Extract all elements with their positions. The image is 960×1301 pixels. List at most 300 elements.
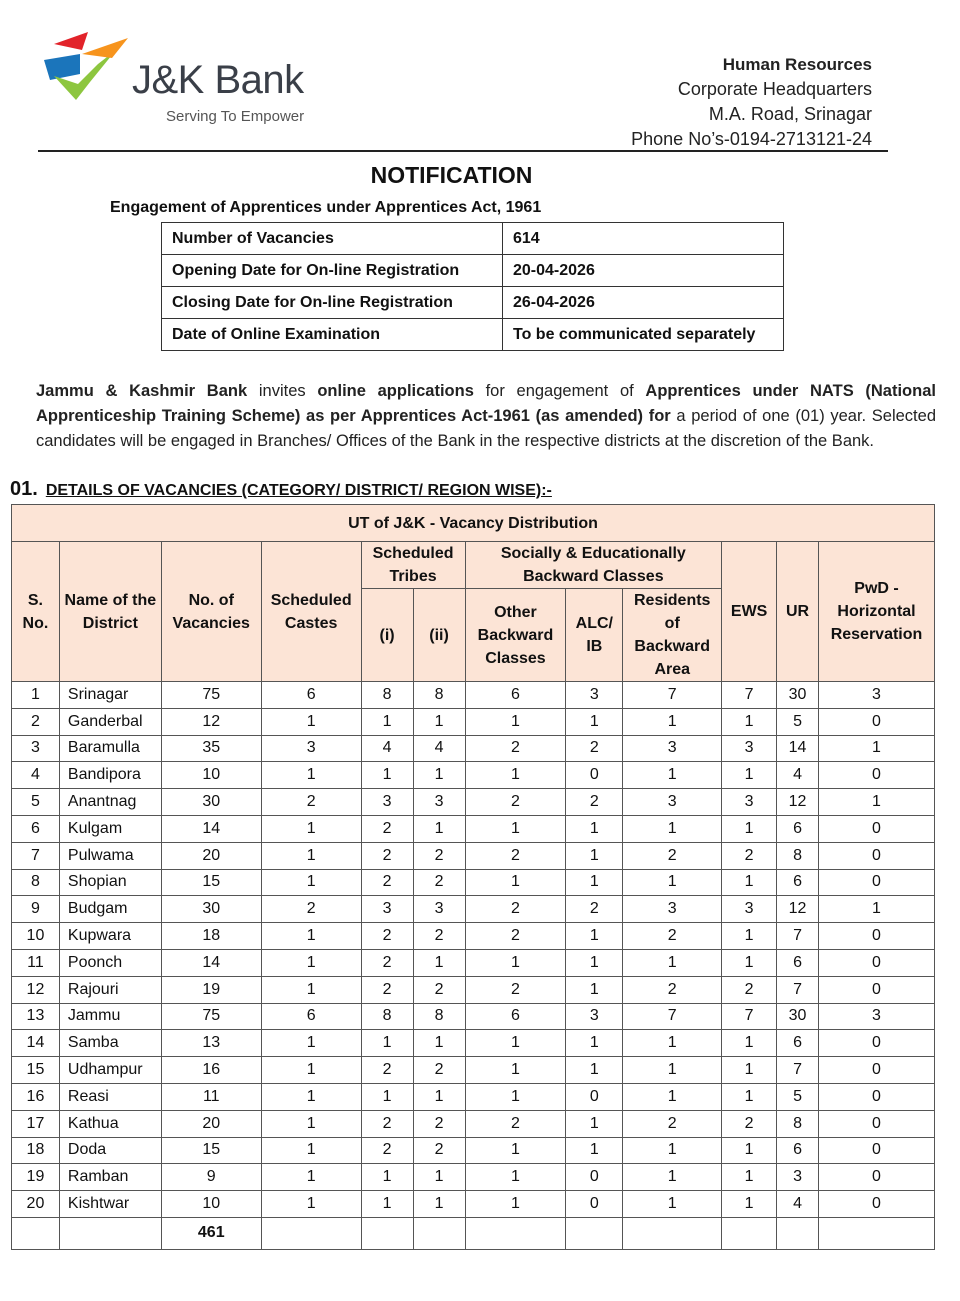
cell-vacancies: 12 xyxy=(161,708,261,735)
cell-sc: 6 xyxy=(261,1003,361,1030)
table-row xyxy=(12,682,935,709)
cell-pwd: 0 xyxy=(819,1083,935,1110)
intro-text: Jammu & Kashmir Bank xyxy=(36,382,248,400)
cell-st-i: 1 xyxy=(361,1083,413,1110)
cell-district: Kupwara xyxy=(59,923,161,950)
cell-pwd: 0 xyxy=(819,708,935,735)
col-district: Name of the District xyxy=(59,542,161,682)
cell-sc: 1 xyxy=(261,923,361,950)
cell-st-i: 3 xyxy=(361,896,413,923)
cell-obc: 1 xyxy=(465,869,566,896)
cell-ews: 7 xyxy=(722,1003,777,1030)
cell-st-i: 8 xyxy=(361,682,413,709)
jk-bank-logo xyxy=(40,30,340,130)
cell-pwd: 0 xyxy=(819,976,935,1003)
total-empty-cell xyxy=(777,1217,819,1249)
cell-ur: 30 xyxy=(777,1003,819,1030)
cell-ur: 12 xyxy=(777,789,819,816)
cell-sc: 1 xyxy=(261,1191,361,1218)
notification-subtitle: Engagement of Apprentices under Apprentices Act, 1961 xyxy=(110,199,542,216)
cell-vacancies: 20 xyxy=(161,1110,261,1137)
cell-ews: 1 xyxy=(722,1164,777,1191)
total-vacancies: 461 xyxy=(161,1217,261,1249)
col-alc-ib: ALC/ IB xyxy=(566,589,623,682)
cell-ews: 1 xyxy=(722,923,777,950)
intro-text: Apprentices under NATS (National Apprenticeship Training Scheme) as per Apprentices Act-1961 (as amended) for xyxy=(36,382,936,425)
cell-rba: 1 xyxy=(623,762,722,789)
cell-obc: 2 xyxy=(465,735,566,762)
cell-ews: 1 xyxy=(722,869,777,896)
cell-rba: 1 xyxy=(623,1083,722,1110)
cell-st-i: 3 xyxy=(361,789,413,816)
cell-st-ii: 2 xyxy=(413,1057,465,1084)
table-header-row xyxy=(12,542,935,589)
cell-st-i: 2 xyxy=(361,949,413,976)
cell-sno: 10 xyxy=(12,923,60,950)
cell-sc: 1 xyxy=(261,1137,361,1164)
table-row xyxy=(12,762,935,789)
cell-vacancies: 18 xyxy=(161,923,261,950)
col-rba: Residents of Backward Area xyxy=(623,589,722,682)
cell-ur: 3 xyxy=(777,1164,819,1191)
table-row xyxy=(12,976,935,1003)
cell-alc-ib: 0 xyxy=(566,1191,623,1218)
cell-alc-ib: 3 xyxy=(566,1003,623,1030)
cell-ews: 1 xyxy=(722,762,777,789)
cell-sc: 1 xyxy=(261,815,361,842)
cell-st-ii: 1 xyxy=(413,1164,465,1191)
cell-vacancies: 9 xyxy=(161,1164,261,1191)
cell-st-ii: 2 xyxy=(413,842,465,869)
cell-district: Bandipora xyxy=(59,762,161,789)
cell-pwd: 1 xyxy=(819,735,935,762)
cell-obc: 2 xyxy=(465,1110,566,1137)
cell-rba: 1 xyxy=(623,949,722,976)
cell-rba: 1 xyxy=(623,1137,722,1164)
cell-rba: 2 xyxy=(623,842,722,869)
cell-st-ii: 1 xyxy=(413,1030,465,1057)
letterhead xyxy=(0,0,960,160)
cell-ews: 1 xyxy=(722,1137,777,1164)
cell-sc: 1 xyxy=(261,1083,361,1110)
cell-ews: 7 xyxy=(722,682,777,709)
cell-ur: 30 xyxy=(777,682,819,709)
cell-obc: 1 xyxy=(465,1030,566,1057)
cell-st-ii: 2 xyxy=(413,1110,465,1137)
cell-st-ii: 2 xyxy=(413,1137,465,1164)
total-empty-cell xyxy=(566,1217,623,1249)
cell-sno: 13 xyxy=(12,1003,60,1030)
cell-ews: 1 xyxy=(722,949,777,976)
cell-st-ii: 8 xyxy=(413,1003,465,1030)
cell-sc: 3 xyxy=(261,735,361,762)
col-ur: UR xyxy=(777,542,819,682)
cell-ur: 8 xyxy=(777,842,819,869)
cell-district: Reasi xyxy=(59,1083,161,1110)
cell-vacancies: 13 xyxy=(161,1030,261,1057)
cell-rba: 1 xyxy=(623,869,722,896)
total-empty-cell xyxy=(413,1217,465,1249)
cell-st-ii: 4 xyxy=(413,735,465,762)
cell-sno: 19 xyxy=(12,1164,60,1191)
cell-st-i: 2 xyxy=(361,842,413,869)
cell-vacancies: 19 xyxy=(161,976,261,1003)
cell-pwd: 3 xyxy=(819,1003,935,1030)
cell-district: Anantnag xyxy=(59,789,161,816)
table-row xyxy=(12,815,935,842)
cell-alc-ib: 0 xyxy=(566,762,623,789)
cell-ews: 2 xyxy=(722,1110,777,1137)
cell-sc: 1 xyxy=(261,1110,361,1137)
cell-rba: 1 xyxy=(623,1057,722,1084)
cell-alc-ib: 2 xyxy=(566,896,623,923)
summary-value: To be communicated separately xyxy=(503,319,784,351)
cell-ur: 6 xyxy=(777,949,819,976)
total-empty-cell xyxy=(722,1217,777,1249)
cell-st-ii: 1 xyxy=(413,708,465,735)
cell-sc: 6 xyxy=(261,682,361,709)
cell-vacancies: 14 xyxy=(161,815,261,842)
cell-st-i: 1 xyxy=(361,1164,413,1191)
table-caption: UT of J&K - Vacancy Distribution xyxy=(12,505,935,542)
cell-vacancies: 35 xyxy=(161,735,261,762)
office-address xyxy=(631,52,872,152)
cell-obc: 1 xyxy=(465,1164,566,1191)
cell-obc: 2 xyxy=(465,976,566,1003)
cell-sno: 11 xyxy=(12,949,60,976)
cell-rba: 7 xyxy=(623,1003,722,1030)
cell-ews: 1 xyxy=(722,1057,777,1084)
cell-sno: 1 xyxy=(12,682,60,709)
cell-alc-ib: 1 xyxy=(566,976,623,1003)
cell-pwd: 0 xyxy=(819,1030,935,1057)
cell-alc-ib: 1 xyxy=(566,949,623,976)
cell-alc-ib: 1 xyxy=(566,842,623,869)
cell-st-i: 1 xyxy=(361,762,413,789)
table-row xyxy=(12,896,935,923)
table-row xyxy=(162,223,784,255)
cell-ur: 5 xyxy=(777,708,819,735)
cell-st-i: 1 xyxy=(361,708,413,735)
cell-sno: 12 xyxy=(12,976,60,1003)
cell-obc: 2 xyxy=(465,842,566,869)
cell-sno: 2 xyxy=(12,708,60,735)
cell-st-ii: 1 xyxy=(413,949,465,976)
cell-district: Kishtwar xyxy=(59,1191,161,1218)
cell-rba: 3 xyxy=(623,896,722,923)
cell-st-i: 4 xyxy=(361,735,413,762)
cell-rba: 1 xyxy=(623,708,722,735)
cell-ur: 6 xyxy=(777,1030,819,1057)
cell-st-i: 2 xyxy=(361,1137,413,1164)
cell-st-ii: 2 xyxy=(413,869,465,896)
cell-rba: 1 xyxy=(623,815,722,842)
cell-pwd: 0 xyxy=(819,842,935,869)
cell-st-i: 1 xyxy=(361,1030,413,1057)
cell-alc-ib: 0 xyxy=(566,1164,623,1191)
cell-district: Udhampur xyxy=(59,1057,161,1084)
cell-ur: 14 xyxy=(777,735,819,762)
cell-rba: 2 xyxy=(623,976,722,1003)
cell-ews: 1 xyxy=(722,1191,777,1218)
cell-alc-ib: 1 xyxy=(566,923,623,950)
cell-obc: 1 xyxy=(465,949,566,976)
cell-alc-ib: 2 xyxy=(566,735,623,762)
table-row xyxy=(12,923,935,950)
office-name: Corporate Headquarters xyxy=(677,79,872,99)
cell-vacancies: 15 xyxy=(161,1137,261,1164)
table-row xyxy=(12,869,935,896)
col-sno: S. No. xyxy=(12,542,60,682)
cell-pwd: 0 xyxy=(819,949,935,976)
cell-sc: 1 xyxy=(261,1030,361,1057)
cell-district: Ramban xyxy=(59,1164,161,1191)
phone-number: Phone No’s-0194-2713121-24 xyxy=(631,129,872,149)
table-row xyxy=(162,287,784,319)
cell-district: Budgam xyxy=(59,896,161,923)
cell-pwd: 0 xyxy=(819,923,935,950)
table-row xyxy=(12,1191,935,1218)
cell-obc: 1 xyxy=(465,708,566,735)
cell-vacancies: 14 xyxy=(161,949,261,976)
cell-sc: 1 xyxy=(261,869,361,896)
cell-sno: 4 xyxy=(12,762,60,789)
table-row xyxy=(12,789,935,816)
col-sebc: Socially & Educationally Backward Classes xyxy=(465,542,722,589)
table-row xyxy=(12,708,935,735)
cell-vacancies: 10 xyxy=(161,1191,261,1218)
cell-alc-ib: 1 xyxy=(566,815,623,842)
col-ews: EWS xyxy=(722,542,777,682)
cell-sc: 1 xyxy=(261,1057,361,1084)
cell-rba: 3 xyxy=(623,789,722,816)
cell-ur: 4 xyxy=(777,1191,819,1218)
total-empty-cell xyxy=(361,1217,413,1249)
cell-st-ii: 8 xyxy=(413,682,465,709)
cell-st-ii: 1 xyxy=(413,762,465,789)
cell-sc: 1 xyxy=(261,762,361,789)
cell-district: Kathua xyxy=(59,1110,161,1137)
cell-district: Doda xyxy=(59,1137,161,1164)
brand-name: J&K Bank xyxy=(132,58,304,102)
table-row xyxy=(12,1003,935,1030)
cell-vacancies: 10 xyxy=(161,762,261,789)
cell-pwd: 0 xyxy=(819,1110,935,1137)
cell-sc: 1 xyxy=(261,842,361,869)
cell-district: Shopian xyxy=(59,869,161,896)
cell-obc: 6 xyxy=(465,1003,566,1030)
cell-sc: 1 xyxy=(261,1164,361,1191)
cell-st-i: 2 xyxy=(361,923,413,950)
cell-district: Pulwama xyxy=(59,842,161,869)
vacancy-table-body xyxy=(12,682,935,1250)
col-sc: Scheduled Castes xyxy=(261,542,361,682)
cell-st-i: 2 xyxy=(361,1110,413,1137)
cell-district: Baramulla xyxy=(59,735,161,762)
cell-pwd: 0 xyxy=(819,1191,935,1218)
cell-sno: 15 xyxy=(12,1057,60,1084)
cell-pwd: 0 xyxy=(819,1164,935,1191)
table-row xyxy=(12,949,935,976)
table-row xyxy=(162,255,784,287)
cell-sc: 1 xyxy=(261,949,361,976)
cell-pwd: 0 xyxy=(819,869,935,896)
summary-table xyxy=(161,222,784,351)
cell-ur: 8 xyxy=(777,1110,819,1137)
section-label: DETAILS OF VACANCIES (CATEGORY/ DISTRICT/ REGION WISE):- xyxy=(45,482,552,499)
intro-text: online applications xyxy=(317,382,474,400)
table-row xyxy=(12,842,935,869)
cell-alc-ib: 1 xyxy=(566,1030,623,1057)
cell-ur: 5 xyxy=(777,1083,819,1110)
cell-st-i: 2 xyxy=(361,1057,413,1084)
cell-district: Ganderbal xyxy=(59,708,161,735)
cell-vacancies: 16 xyxy=(161,1057,261,1084)
col-st-i: (i) xyxy=(361,589,413,682)
cell-rba: 1 xyxy=(623,1164,722,1191)
total-empty-cell xyxy=(261,1217,361,1249)
cell-sno: 9 xyxy=(12,896,60,923)
cell-alc-ib: 1 xyxy=(566,1110,623,1137)
cell-ews: 3 xyxy=(722,789,777,816)
cell-sno: 17 xyxy=(12,1110,60,1137)
total-empty-cell xyxy=(12,1217,60,1249)
cell-pwd: 3 xyxy=(819,682,935,709)
cell-rba: 1 xyxy=(623,1191,722,1218)
cell-sno: 5 xyxy=(12,789,60,816)
total-empty-cell xyxy=(819,1217,935,1249)
vacancy-table xyxy=(11,504,935,1250)
cell-ews: 3 xyxy=(722,896,777,923)
cell-st-i: 2 xyxy=(361,815,413,842)
notification-title: NOTIFICATION xyxy=(370,162,533,188)
cell-obc: 2 xyxy=(465,923,566,950)
cell-sno: 14 xyxy=(12,1030,60,1057)
cell-obc: 1 xyxy=(465,762,566,789)
cell-pwd: 0 xyxy=(819,762,935,789)
cell-vacancies: 15 xyxy=(161,869,261,896)
cell-ews: 1 xyxy=(722,1030,777,1057)
cell-alc-ib: 2 xyxy=(566,789,623,816)
cell-sno: 20 xyxy=(12,1191,60,1218)
cell-ur: 4 xyxy=(777,762,819,789)
cell-obc: 1 xyxy=(465,1191,566,1218)
street-address: M.A. Road, Srinagar xyxy=(708,104,872,124)
cell-ur: 7 xyxy=(777,1057,819,1084)
cell-ur: 6 xyxy=(777,869,819,896)
cell-vacancies: 30 xyxy=(161,896,261,923)
cell-pwd: 1 xyxy=(819,896,935,923)
cell-st-i: 1 xyxy=(361,1191,413,1218)
cell-district: Kulgam xyxy=(59,815,161,842)
cell-alc-ib: 0 xyxy=(566,1083,623,1110)
summary-value: 26-04-2026 xyxy=(503,287,784,319)
cell-district: Srinagar xyxy=(59,682,161,709)
table-row xyxy=(162,319,784,351)
cell-obc: 1 xyxy=(465,1137,566,1164)
cell-sc: 1 xyxy=(261,976,361,1003)
cell-vacancies: 75 xyxy=(161,1003,261,1030)
cell-sno: 3 xyxy=(12,735,60,762)
col-st-ii: (ii) xyxy=(413,589,465,682)
summary-label: Number of Vacancies xyxy=(162,223,503,255)
total-empty-cell xyxy=(465,1217,566,1249)
cell-st-ii: 1 xyxy=(413,815,465,842)
cell-sc: 2 xyxy=(261,896,361,923)
summary-label: Date of Online Examination xyxy=(162,319,503,351)
cell-pwd: 1 xyxy=(819,789,935,816)
cell-st-ii: 2 xyxy=(413,923,465,950)
cell-pwd: 0 xyxy=(819,1137,935,1164)
table-row xyxy=(12,1083,935,1110)
cell-obc: 2 xyxy=(465,789,566,816)
cell-pwd: 0 xyxy=(819,1057,935,1084)
intro-paragraph xyxy=(36,379,936,454)
cell-ews: 2 xyxy=(722,976,777,1003)
cell-obc: 1 xyxy=(465,1083,566,1110)
cell-alc-ib: 1 xyxy=(566,1137,623,1164)
col-pwd: PwD - Horizontal Reservation xyxy=(819,542,935,682)
cell-sno: 7 xyxy=(12,842,60,869)
cell-vacancies: 11 xyxy=(161,1083,261,1110)
cell-ur: 7 xyxy=(777,976,819,1003)
table-row xyxy=(12,1057,935,1084)
summary-label: Closing Date for On-line Registration xyxy=(162,287,503,319)
cell-district: Rajouri xyxy=(59,976,161,1003)
cell-sc: 1 xyxy=(261,708,361,735)
cell-st-ii: 2 xyxy=(413,976,465,1003)
cell-rba: 1 xyxy=(623,1030,722,1057)
cell-alc-ib: 1 xyxy=(566,1057,623,1084)
summary-value: 614 xyxy=(503,223,784,255)
table-row xyxy=(12,735,935,762)
cell-sc: 2 xyxy=(261,789,361,816)
col-obc: Other Backward Classes xyxy=(465,589,566,682)
cell-rba: 2 xyxy=(623,923,722,950)
table-row xyxy=(12,1137,935,1164)
cell-st-ii: 1 xyxy=(413,1083,465,1110)
total-empty-cell xyxy=(623,1217,722,1249)
intro-text: a period of one (01) year. Selected candidates will be engaged in Branches/ Offices of the Bank in the respective districts at the discretion of the Bank. xyxy=(36,407,936,450)
cell-sno: 18 xyxy=(12,1137,60,1164)
cell-ur: 7 xyxy=(777,923,819,950)
cell-vacancies: 20 xyxy=(161,842,261,869)
cell-st-ii: 3 xyxy=(413,789,465,816)
cell-pwd: 0 xyxy=(819,815,935,842)
col-st: Scheduled Tribes xyxy=(361,542,465,589)
cell-sno: 6 xyxy=(12,815,60,842)
cell-ews: 1 xyxy=(722,708,777,735)
cell-obc: 1 xyxy=(465,815,566,842)
intro-text: invites xyxy=(247,382,318,400)
cell-sno: 16 xyxy=(12,1083,60,1110)
cell-alc-ib: 1 xyxy=(566,708,623,735)
cell-vacancies: 30 xyxy=(161,789,261,816)
cell-ews: 1 xyxy=(722,815,777,842)
table-row xyxy=(12,1030,935,1057)
cell-rba: 3 xyxy=(623,735,722,762)
section-number: 01. xyxy=(10,478,38,500)
cell-ews: 2 xyxy=(722,842,777,869)
cell-ur: 12 xyxy=(777,896,819,923)
cell-district: Samba xyxy=(59,1030,161,1057)
cell-ews: 1 xyxy=(722,1083,777,1110)
table-caption-row xyxy=(12,505,935,542)
cell-district: Jammu xyxy=(59,1003,161,1030)
col-vacancies: No. of Vacancies xyxy=(161,542,261,682)
cell-st-ii: 1 xyxy=(413,1191,465,1218)
cell-st-i: 2 xyxy=(361,869,413,896)
